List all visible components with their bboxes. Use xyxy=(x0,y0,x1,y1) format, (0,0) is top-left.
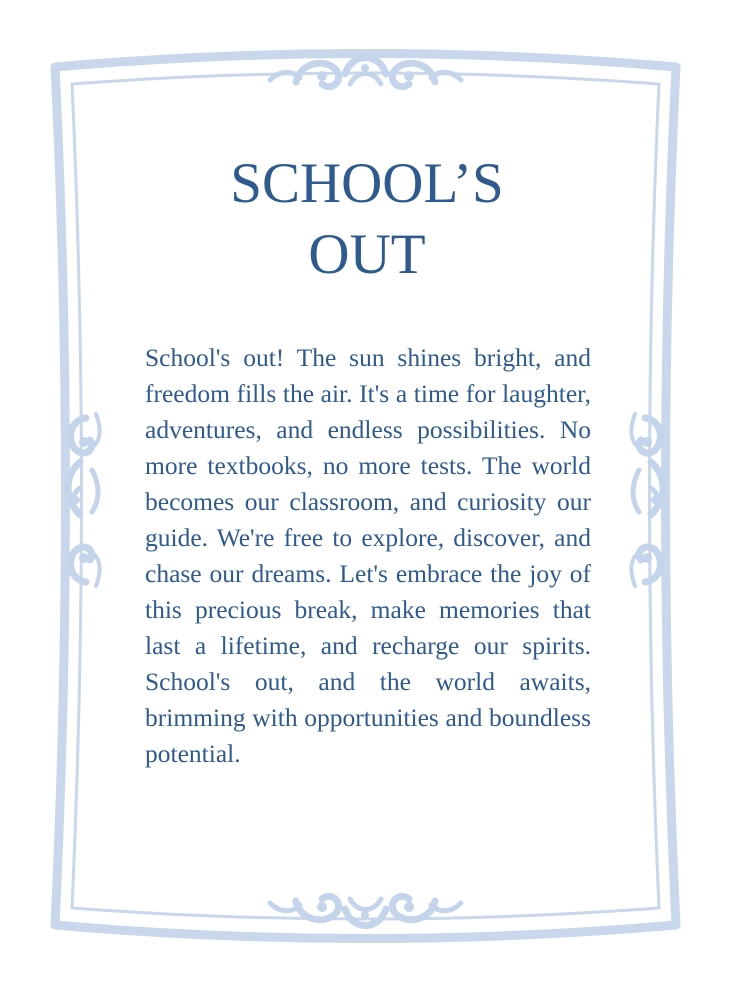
top-scroll-ornament xyxy=(270,58,461,87)
card-title xyxy=(167,148,567,290)
card-title-line-2: OUT xyxy=(308,223,426,286)
card-body-text: School's out! The sun shines bright, and freedom fills the air. It's a time for laughter, adventures, and endless possibilities. No more textbooks, no more tests. The world becomes our classroom, and curiosity our guide. We're free to explore, discover, and chase our dreams. Let's embrace the joy of this precious break, make memories that last a lifetime, and recharge our spirits. School's out, and the world awaits, brimming with opportunities and boundless potential. xyxy=(145,343,591,768)
bottom-scroll-ornament xyxy=(270,896,461,925)
card-title-line-1: SCHOOL’S xyxy=(230,152,504,215)
